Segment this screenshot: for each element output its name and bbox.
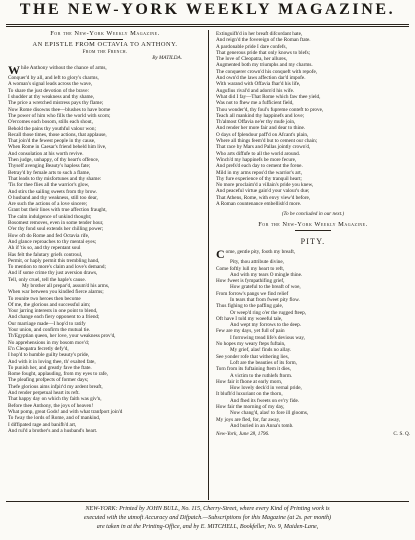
poem-line: Are such the actions of a love sincere; xyxy=(8,201,88,208)
poem-line: Ah if 'tis so, and thy repentant soul xyxy=(8,245,81,252)
poem-line: Mild in my arms repos'd the warrior's art, xyxy=(216,169,303,176)
left-by: By MATILDA. xyxy=(152,54,182,61)
poem-line: Of me, the glorious and successful aim; xyxy=(8,301,91,308)
poem-line: While Anthony without the chance of arms, xyxy=(8,63,107,78)
poem-line: My joys are fled, for, far away, xyxy=(216,416,281,423)
left-from: From the French. xyxy=(82,48,128,55)
poem-line: Your jarring interests in one point to blend, xyxy=(8,308,98,315)
poem-line: How fair the morning of my day, xyxy=(216,404,285,411)
poem-line: That generous pride that only knows to blefs; xyxy=(216,49,311,56)
poem-line: O'er thy fond soul extends her chilling power; xyxy=(8,226,104,233)
poem-line: Thefe glorious aims infpir'd my ardent breaft, xyxy=(8,383,103,390)
poem-line: And rul'd a brother's and a husband's heart. xyxy=(8,427,98,434)
poem-line: That happy day on which thy faith was giv'n, xyxy=(8,396,102,403)
poem-line: E'n Cleopatra fecretly defy'd, xyxy=(8,345,69,352)
poem-line: And change each fiery opponent to a friend; xyxy=(8,314,100,321)
poem-line: That leads to thy misfortunes and thy shame: xyxy=(8,175,102,182)
poem-line: And render her more fair and dear to thine. xyxy=(216,125,306,132)
poem-line: The price a wretched mistress pays thy flame; xyxy=(8,100,104,107)
masthead-rule-bottom xyxy=(6,26,409,27)
poem-line: Your union, and confirm the mutual tie. xyxy=(8,327,91,334)
poem-line: 'Tis for thee flies all the warrior's glow, xyxy=(8,182,90,189)
poem-line: My grief, alas! finds no allay. xyxy=(230,347,292,354)
poem-line: That race by Mars and Pallas jointly crown'd, xyxy=(216,144,311,151)
poem-line: The power of him who fills the world with scorn; xyxy=(8,112,111,119)
poem-line: From forrow's pangs we find relief xyxy=(216,290,289,297)
poem-line: A victim to the ruthlefs ftorm. xyxy=(230,372,293,379)
poem-line: How fweet is fympathifing grief, xyxy=(216,278,285,285)
poem-line: And own'd the laws affection dar'd impofe. xyxy=(216,75,306,82)
poem-line: That join'd the fewest people in thy cause, xyxy=(8,138,96,145)
poem-line: Permit, or haply permit this trembling hand, xyxy=(8,257,100,264)
poem-line: That Athens, Rome, with envy view'd before, xyxy=(216,194,311,201)
poem-line: Tell, only cruel, tell the haple's cause. xyxy=(8,276,86,283)
poem-line: And stirs the sailing sweets from thy brow. xyxy=(8,188,97,195)
poem-line: I shudder at thy weakness and thy shame, xyxy=(8,94,95,101)
poem-line: The pleafing profpects of former days; xyxy=(8,377,89,384)
poem-line: No more proclaim'd a villain's pride you knew, xyxy=(216,182,314,189)
poem-line: Extinguifh'd in her breaft difcordant hate, xyxy=(216,31,303,37)
poem-line: And prefs'd each day to cement the fcene. xyxy=(216,163,303,170)
poem-line: Grant but their lines with true affection fraught, xyxy=(8,207,107,214)
poem-line: And consolation at his worth revive. xyxy=(8,150,84,157)
poem-line: To reunite two heroes then become xyxy=(8,295,81,302)
poem-line: The calm indulgence of unkind thought; xyxy=(8,213,92,220)
right-poem-lines xyxy=(216,31,410,207)
poem-line: Few are my days, yet full of pain xyxy=(216,328,285,335)
poem-line: Oft have I told my woeeful tale, xyxy=(216,315,283,322)
footer-line-2: executed with the utmoft Accuracy and Difpatch.—Subscriptions for this Magazine (at 2s. per month) xyxy=(83,515,332,521)
poem-line: And peaceful virtue gain'd your valour's due; xyxy=(216,188,310,195)
poem-line: And with it in loving thee, th' exalted fate, xyxy=(8,358,96,365)
pity-signoff-initials: C. S. Q. xyxy=(393,431,410,438)
poem-line: Teach all mankind thy happinefs and love; xyxy=(216,112,305,119)
poem-line: A Roman countenance embellish'd more. xyxy=(216,201,302,208)
poem-line: With warand with Offavia fhar'd his life, xyxy=(216,81,301,88)
column-divider xyxy=(208,30,209,500)
masthead: THE NEW-YORK WEEKLY MAGAZINE. xyxy=(19,1,396,18)
poem-line: Thy fure experience of thy tranquil heart; xyxy=(216,175,302,182)
poem-line: And render perpetual heart its reft. xyxy=(8,390,80,397)
poem-line: To punish her, and greatly fave the ftate. xyxy=(8,364,92,371)
footer-line-1: NEW-YORK: Printed by JOHN BULL, No. 115, Cherry-Street, where every Kind of Printing work is xyxy=(85,506,330,512)
right-header: For the New-York Weekly Magazine. xyxy=(258,220,368,228)
poem-line: O husband and thy weakness, still too dear, xyxy=(8,194,98,201)
poem-line: Winch'd my happinefs be more fecure, xyxy=(216,156,297,163)
poem-line: It blufh'd luxuriant on the thorn, xyxy=(216,391,283,398)
poem-line: Augmented both my triumphs and my charms. xyxy=(216,62,313,69)
poem-line: And glance reproaches to thy mental eyes; xyxy=(8,238,97,245)
poem-line: O days of fplendour paff'd on Afcant's plain, xyxy=(216,131,309,138)
poem-line: Th'Egyptian queen, her love, your weakness prov'd, xyxy=(8,333,116,340)
poem-line: Augufius rival'd and adorn'd his wife. xyxy=(216,87,295,94)
poem-line: Now Rome disowns thee—blushes to have borne xyxy=(8,106,111,113)
left-header: For the New-York Weekly Magazine. xyxy=(50,31,160,37)
poem-line: And wept my forrows to the deep. xyxy=(230,322,302,329)
continued-note: (To be concluded in our next.) xyxy=(281,211,345,218)
poem-line: I forrowing tread life's devious way, xyxy=(230,334,305,341)
poem-line: And fhed its fweets on ev'ry fide. xyxy=(230,397,300,404)
footer-rule xyxy=(6,501,409,502)
poem-line: What did I fay—That Rome which faw thee yield, xyxy=(216,93,321,100)
poem-line: Recall those times, those actions, that applause, xyxy=(8,131,107,138)
poem-line: Pity, thou attribute divine, xyxy=(230,259,284,266)
pity-signoff xyxy=(216,431,410,437)
poem-line: Th'almost Offavia ne'er thy mufe join, xyxy=(216,119,296,126)
poem-line: The conquerer crown'd his conqueft with repofe, xyxy=(216,68,318,75)
poem-line: Conquer'd by all, and left to glory's charms, xyxy=(8,75,99,82)
footer-line-3: are taken in at the Printing-Office, and by E. MITCHELL, Bookfeller, No. 9, Maiden-Lane, xyxy=(96,524,319,530)
poem-line: Or weep'd ring o'er the rugged fteep, xyxy=(230,309,307,316)
right-column xyxy=(216,31,410,499)
poem-line: Torn from its fuftaining ftem it dies, xyxy=(216,366,291,373)
poem-line: Has felt the falutary griefs controul, xyxy=(8,251,83,258)
poem-line: The love of Cleopatra, her allures, xyxy=(216,56,288,63)
poem-line: To fway the lords of Rome, and of mankind, xyxy=(8,415,101,422)
poem-line: How lovely deck'd in vernal pride, xyxy=(230,385,302,392)
poem-line: Thou wonder'd, thy foul's fupreme conteft to prove, xyxy=(216,106,324,113)
poem-line: Come, gentle pity, footh my breaft, xyxy=(216,247,296,262)
poem-line: Our marriage made—I hop'd to ratify xyxy=(8,320,86,327)
poem-line: Then judge, unhappy, of thy heart's offence, xyxy=(8,157,100,164)
pity-poem-lines xyxy=(216,249,410,429)
poem-line: Bosomest removes, even in some tender hour, xyxy=(8,220,104,227)
left-title: AN EPISTLE FROM OCTAVIA TO ANTHONY. xyxy=(32,41,178,49)
poem-line: A pardonable pride I dare confefs, xyxy=(216,43,287,50)
poem-line: Rome fought, applauding, from my eyes to rafe, xyxy=(8,371,108,378)
pity-title: PITY. xyxy=(300,236,326,246)
poem-line: When Rome in Caesar's friend beheld him live, xyxy=(8,144,107,151)
left-poem-lines xyxy=(8,65,202,434)
poem-line: A woman's signal leads across the wave, xyxy=(8,81,93,88)
poem-line: How grateful to the breaft of woe, xyxy=(230,284,301,291)
pity-signoff-place: New-York, June 28, 1796. xyxy=(216,431,270,438)
poem-line: In tears that from fweet pity flow. xyxy=(230,296,300,303)
poem-line: No hopes my weary fteps fuftain, xyxy=(216,341,286,348)
poem-line: No apprehensions in my bosom mov'd; xyxy=(8,339,90,346)
poem-line: Before thee Anthony, the joys of heaven! xyxy=(8,402,94,409)
poem-line: My brother all prepar'd, assum'd his arms, xyxy=(22,282,110,289)
poem-line: Betray'd by female arts to such a flame, xyxy=(8,169,91,176)
poem-line: See yonder rofe that withering lies, xyxy=(216,353,289,360)
poem-line: Behold the pains thy youthful valour won; xyxy=(8,125,96,132)
poem-line: To share the just devotion of the brave: xyxy=(8,87,90,94)
poem-line: When war between you kindled fierce alarms; xyxy=(8,289,104,296)
poem-line: O'ercomes each bosom, stills each shout, xyxy=(8,119,93,126)
poem-line: And if some crime thy just aversion draws, xyxy=(8,270,98,277)
poem-line: Now chang'd, alas! to fore ill glooms, xyxy=(230,410,309,417)
poem-line: What pomp, great Gods! and with what tranfport join'd xyxy=(8,408,123,415)
imprint-footer xyxy=(8,505,407,537)
poem-line: Was not to fhew me a fufficient field, xyxy=(216,100,294,107)
poem-line: And reign'd the fovereign of the Roman ftate. xyxy=(216,37,311,44)
poem-line: How oft do Rome and fed Octavia rife, xyxy=(8,232,90,239)
poem-line: How fair it fhone at early morn, xyxy=(216,378,283,385)
poem-line: Thus fighing to the paffing gale, xyxy=(216,303,284,310)
left-header-rule xyxy=(87,39,123,40)
poem-line: And with my tears O mingle thine. xyxy=(230,271,303,278)
poem-line: Come foftly lull my heart to reft, xyxy=(216,265,285,272)
poem-line: Where all things feem'd but to cement our chain; xyxy=(216,138,318,145)
left-column xyxy=(8,31,202,499)
poem-line: And buried in an Anna's tomb. xyxy=(230,422,294,429)
right-header-rule xyxy=(295,230,331,231)
poem-line: Loft are the beauties of its form, xyxy=(230,359,297,366)
poem-line: To mention to more's claim and love's demand; xyxy=(8,264,106,271)
poem-line: Thyself avenging Beauty's hapless fate; xyxy=(8,163,91,170)
poem-line: Who arts diffufe to all the world around. xyxy=(216,150,301,157)
masthead-rule-top xyxy=(6,24,409,25)
poem-line: I hop'd to humble guilty beauty's pride, xyxy=(8,352,90,359)
poem-line: I diffipated rage and banifh'd art, xyxy=(8,421,77,428)
